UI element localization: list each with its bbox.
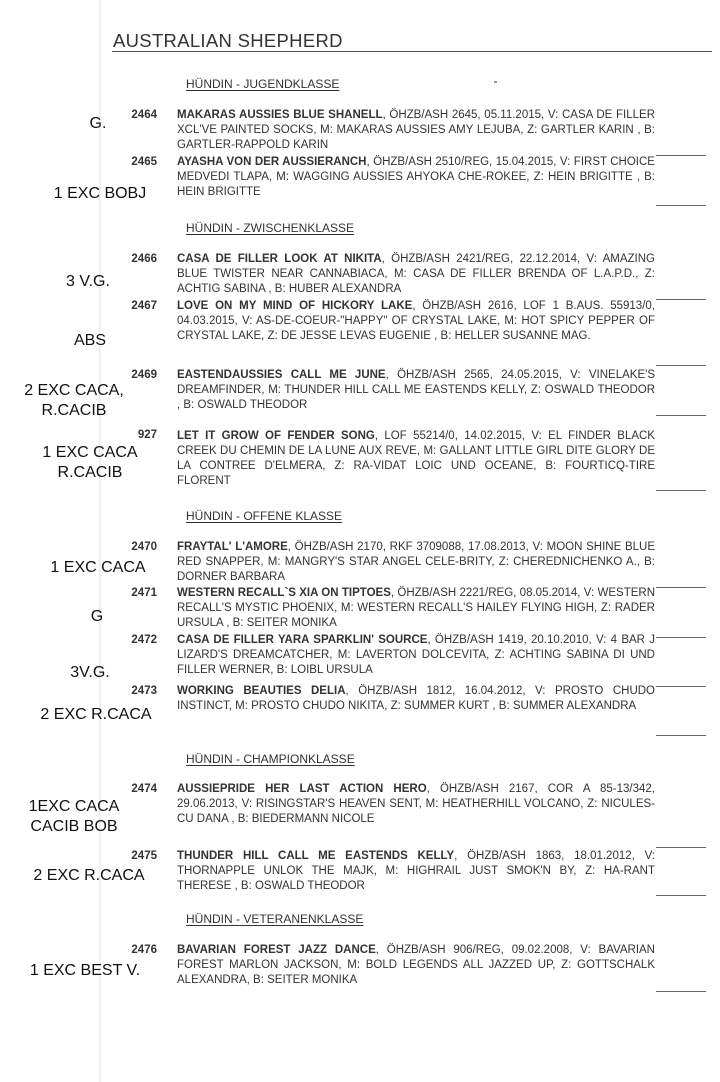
judge-result: 1 EXC CACA: [50, 559, 146, 576]
section-heading: HÜNDIN - OFFENE KLASSE: [186, 509, 343, 523]
paper-speck: [494, 81, 497, 83]
judge-result: ABS: [73, 332, 106, 349]
result-blank-line: [656, 895, 706, 896]
result-blank-line: [656, 686, 706, 687]
judge-result: 2 EXC CACA, R.CACIB: [24, 382, 124, 419]
entry-text: [177, 429, 655, 489]
judge-result: 2 EXC R.CACA: [40, 706, 152, 723]
judge-result: 1 EXC BEST V.: [29, 962, 141, 979]
entry-number: 927: [137, 429, 157, 441]
entry-number: 2464: [131, 109, 157, 121]
result-blank-line: [656, 365, 706, 366]
dog-details: , ÖHZB/ASH 2221/REG, 08.05.2014, V: WESTERN RECALL'S MYSTIC PHOENIX, M: WESTERN RECALL'S HAILEY FLYING HIGH, Z: RADER URSULA , B: SEITER MONIKA: [177, 587, 655, 629]
entry-text: [177, 633, 655, 678]
entry-text: [177, 586, 655, 631]
dog-name: AYASHA VON DER AUSSIERANCH: [177, 156, 367, 168]
entry-text: [177, 108, 655, 153]
section-heading: HÜNDIN - ZWISCHENKLASSE: [186, 221, 355, 235]
entry-number: 2472: [131, 634, 157, 646]
dog-name: EASTENDAUSSIES CALL ME JUNE: [177, 369, 386, 381]
result-blank-line: [656, 587, 706, 588]
dog-name: AUSSIEPRIDE HER LAST ACTION HERO: [177, 783, 427, 795]
dog-name: CASA DE FILLER LOOK AT NIKITA: [177, 253, 382, 265]
dog-name: BAVARIAN FOREST JAZZ DANCE: [177, 944, 376, 956]
result-blank-line: [656, 415, 706, 416]
entry-text: [177, 943, 655, 988]
entry-number: 2473: [131, 685, 157, 697]
dog-details: , ÖHZB/ASH 906/REG, 09.02.2008, V: BAVARIAN FOREST MARLON JACKSON, M: BOLD LEGENDS ALL JAZZED UP, Z: GOTTSCHALK ALEXANDRA, B: SEITER MONIKA: [177, 944, 655, 986]
dog-name: THUNDER HILL CALL ME EASTENDS KELLY: [177, 850, 455, 862]
entry-number: 2475: [131, 850, 157, 862]
dog-name: WORKING BEAUTIES DELIA: [177, 685, 346, 697]
dog-name: WESTERN RECALL`S XIA ON TIPTOES: [177, 587, 391, 599]
dog-name: LOVE ON MY MIND OF HICKORY LAKE: [177, 300, 413, 312]
section-heading: HÜNDIN - CHAMPIONKLASSE: [186, 752, 355, 766]
entry-text: [177, 540, 655, 585]
entry-number: 2466: [131, 253, 157, 265]
result-blank-line: [656, 490, 706, 491]
dog-name: LET IT GROW OF FENDER SONG: [177, 430, 375, 442]
entry-text: [177, 155, 655, 200]
page-fold-shadow: [99, 0, 102, 1082]
dog-details: , ÖHZB/ASH 2170, RKF 3709088, 17.08.2013, V: MOON SHINE BLUE RED SNAPPER, M: MANGRY'S STAR ANGEL CELE-BRITY, Z: CHEREDNICHENKO A., B: DORNER BARBARA: [177, 541, 655, 583]
result-blank-line: [656, 637, 706, 638]
dog-details: , ÖHZB/ASH 2510/REG, 15.04.2015, V: FIRST CHOICE MEDVEDI TLAPA, M: WAGGING AUSSIES AHYOKA CHE-ROKEE, Z: HEIN BRIGITTE , B: HEIN BRIGITTE: [177, 156, 655, 198]
result-blank-line: [656, 847, 706, 848]
result-blank-line: [656, 735, 706, 736]
judge-result: 1 EXC CACA R.CACIB: [42, 444, 138, 481]
entry-number: 2467: [131, 300, 157, 312]
dog-details: , ÖHZB/ASH 2421/REG, 22.12.2014, V: AMAZING BLUE TWISTER NEAR CANNABIACA, M: CASA DE FILLER BRENDA OF L.A.P.D., Z: ACHTIG SABINA , B: HUBER ALEXANDRA: [177, 253, 655, 295]
entry-text: [177, 299, 655, 344]
dog-details: , ÖHZB/ASH 2616, LOF 1 B.AUS. 55913/0, 04.03.2015, V: AS-DE-COEUR-"HAPPY" OF CRYSTAL LAKE, M: HOT SPICY PEPPER OF CRYSTAL LAKE, Z: DE JESSE LEVAS EUGENIE , B: HELLER SUSANNE MAG.: [177, 300, 655, 342]
dog-details: , ÖHZB/ASH 1812, 16.04.2012, V: PROSTO CHUDO INSTINCT, M: PROSTO CHUDO NIKITA, Z: SUMMER KURT , B: SUMMER ALEXANDRA: [177, 685, 656, 712]
entry-number: 2471: [131, 587, 157, 599]
judge-result: 1EXC CACA CACIB BOB: [28, 798, 120, 835]
page-title: AUSTRALIAN SHEPHERD: [113, 30, 343, 51]
section-heading: HÜNDIN - JUGENDKLASSE: [186, 77, 340, 91]
dog-name: FRAYTAL' L'AMORE: [177, 541, 288, 553]
entry-text: [177, 252, 655, 297]
entry-text: [177, 684, 655, 714]
entry-number: 2470: [131, 541, 157, 553]
entry-text: [177, 782, 655, 827]
result-blank-line: [656, 155, 706, 156]
dog-details: , LOF 55214/0, 14.02.2015, V: EL FINDER BLACK CREEK DU CHEMIN DE LA LUNE AUX REVE, M: GALLANT LITTLE GIRL DITE GLORY DE LA CONTREE D'ELMERA, Z: RA-VIDAT LOIC UND OCEANE, B: FOURTICQ-TIRE FLORENT: [177, 430, 655, 487]
entry-number: 2474: [131, 783, 157, 795]
result-blank-line: [656, 991, 706, 992]
result-blank-line: [656, 205, 706, 206]
dog-name: CASA DE FILLER YARA SPARKLIN' SOURCE: [177, 634, 428, 646]
entry-number: 2476: [131, 944, 157, 956]
result-blank-line: [656, 299, 706, 300]
section-heading: HÜNDIN - VETERANENKLASSE: [186, 912, 364, 926]
entry-text: [177, 368, 655, 413]
judge-result: 2 EXC R.CACA: [33, 867, 145, 884]
judge-result: G: [90, 608, 104, 625]
entry-text: [177, 849, 655, 894]
judge-result: 3V.G.: [70, 664, 110, 681]
dog-details: , ÖHZB/ASH 2565, 24.05.2015, V: VINELAKE'S DREAMFINDER, M: THUNDER HILL CALL ME EASTENDS KELLY, Z: OSWALD THEODOR , B: OSWALD THEODOR: [177, 369, 655, 411]
judge-result: 1 EXC BOBJ: [53, 185, 147, 202]
judge-result: 3 V.G.: [66, 273, 110, 290]
dog-details: , ÖHZB/ASH 1863, 18.01.2012, V: THORNAPPLE UNLOK THE MAJK, M: HIGHRAIL JUST SMOK'N BY, Z: HA-RANT THERESE , B: OSWALD THEODOR: [177, 850, 656, 892]
dog-details: , ÖHZB/ASH 2645, 05.11.2015, V: CASA DE FILLER XCL'VE PAINTED SOCKS, M: MAKARAS AUSSIES AMY LEJUBA, Z: GARTLER KARIN , B: GARTLER-RAPPOLD KARIN: [177, 109, 656, 151]
dog-details: , ÖHZB/ASH 1419, 20.10.2010, V: 4 BAR J LIZARD'S DREAMCATCHER, M: LAVERTON DOLCEVITA, Z: ACHTING SABINA DI UND FILLER WERNER, B: LOIBL URSULA: [177, 634, 655, 676]
entry-number: 2465: [131, 156, 157, 168]
dog-details: , ÖHZB/ASH 2167, COR A 85-13/342, 29.06.2013, V: RISINGSTAR'S HEAVEN SENT, M: HEATHERHILL VOLCANO, Z: NICULES-CU DANA , B: BIEDERMANN NICOLE: [177, 783, 655, 825]
dog-name: MAKARAS AUSSIES BLUE SHANELL: [177, 109, 383, 121]
judge-result: G.: [89, 115, 107, 132]
title-rule: [112, 51, 712, 52]
entry-number: 2469: [131, 369, 157, 381]
